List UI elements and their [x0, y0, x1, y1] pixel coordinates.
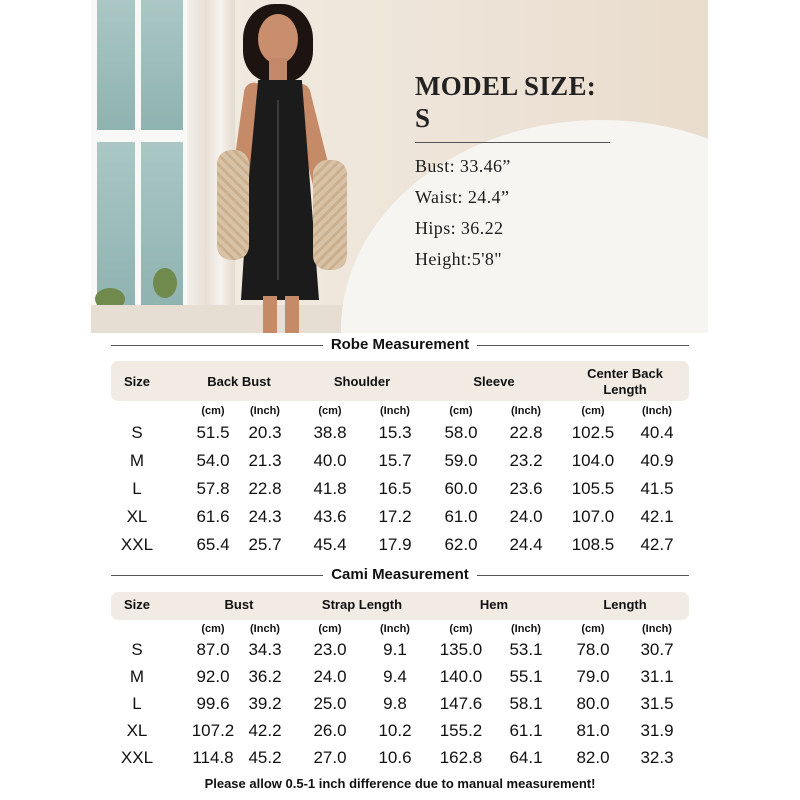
- cami-unit-label: (cm): [318, 623, 342, 635]
- cami-table-cell: 10.6: [378, 748, 412, 767]
- robe-table-cell: 104.0: [571, 451, 615, 470]
- cami-size-label: L: [132, 694, 142, 713]
- cami-table-cell: 107.2: [191, 721, 235, 740]
- robe-size-label: L: [132, 479, 142, 498]
- robe-table-cell: 58.0: [444, 423, 478, 442]
- robe-table-cell: 22.8: [509, 423, 543, 442]
- robe-table-cell: 62.0: [444, 535, 478, 554]
- cami-table-cell: 42.2: [248, 721, 282, 740]
- cami-unit-label: (Inch): [380, 623, 410, 635]
- cami-table-cell: 32.3: [640, 748, 674, 767]
- robe-table-cell: 24.0: [509, 507, 543, 526]
- cami-size-label: S: [131, 640, 143, 659]
- robe-table-cell: 24.3: [248, 507, 282, 526]
- robe-table-cell: 22.8: [248, 479, 282, 498]
- robe-table-cell: 20.3: [248, 423, 282, 442]
- robe-table-cell: 57.8: [196, 479, 230, 498]
- cami-table-cell: 92.0: [196, 667, 230, 686]
- robe-section-title: [0, 335, 800, 355]
- robe-table-cell: 102.5: [571, 423, 615, 442]
- model-face: [258, 14, 298, 64]
- cami-table-cell: 31.9: [640, 721, 674, 740]
- robe-table-cell: 38.8: [313, 423, 347, 442]
- robe-table-cell: 42.1: [640, 507, 674, 526]
- cami-unit-label: (Inch): [511, 623, 541, 635]
- cami-table-cell: 30.7: [640, 640, 674, 659]
- model-bust: Bust: 33.46”: [415, 156, 511, 176]
- cami-section-title: [0, 565, 800, 585]
- cami-column-header: Length: [603, 597, 647, 612]
- robe-unit-label: (Inch): [250, 405, 280, 417]
- cami-table-cell: 26.0: [313, 721, 347, 740]
- knit-robe-sleeve: [217, 150, 249, 260]
- cami-table-cell: 36.2: [248, 667, 282, 686]
- robe-table-cell: 40.9: [640, 451, 674, 470]
- cami-table-cell: 9.1: [383, 640, 407, 659]
- knit-robe-sleeve: [313, 160, 347, 270]
- model-size-panel: [415, 70, 615, 279]
- robe-unit-label: (Inch): [642, 405, 672, 417]
- cami-unit-label: (cm): [449, 623, 473, 635]
- cami-table-cell: 61.1: [509, 721, 543, 740]
- cami-table-cell: 78.0: [576, 640, 610, 659]
- cami-table-cell: 27.0: [313, 748, 347, 767]
- cami-table-cell: 140.0: [439, 667, 483, 686]
- cami-table-cell: 58.1: [509, 694, 543, 713]
- cami-table-cell: 135.0: [439, 640, 483, 659]
- cami-table-cell: 31.1: [640, 667, 674, 686]
- cami-size-header: Size: [123, 597, 150, 612]
- plant: [153, 268, 177, 298]
- robe-table-cell: 65.4: [196, 535, 230, 554]
- robe-table-cell: 16.5: [378, 479, 412, 498]
- cami-table-cell: 24.0: [313, 667, 347, 686]
- model-size-divider: [415, 142, 610, 143]
- robe-column-header: Shoulder: [333, 374, 391, 389]
- robe-table-cell: 107.0: [571, 507, 615, 526]
- robe-table-cell: 40.0: [313, 451, 347, 470]
- model-height: Height:5'8": [415, 249, 502, 269]
- robe-size-header: Size: [123, 374, 150, 389]
- cami-table-cell: 55.1: [509, 667, 543, 686]
- cami-table-cell: 31.5: [640, 694, 674, 713]
- cami-table-cell: 34.3: [248, 640, 282, 659]
- robe-table-cell: 15.3: [378, 423, 412, 442]
- cami-table-cell: 64.1: [509, 748, 543, 767]
- cami-column-header: Bust: [224, 597, 254, 612]
- robe-column-header: Back Bust: [207, 374, 271, 389]
- photo-window: [91, 0, 191, 333]
- robe-table-cell: 17.9: [378, 535, 412, 554]
- cami-table-cell: 10.2: [378, 721, 412, 740]
- cami-unit-label: (cm): [201, 623, 225, 635]
- cami-table-cell: 9.4: [383, 667, 407, 686]
- robe-unit-label: (cm): [581, 405, 605, 417]
- robe-size-label: XXL: [120, 535, 154, 554]
- cami-table-cell: 155.2: [439, 721, 483, 740]
- cami-table-cell: 162.8: [439, 748, 483, 767]
- robe-size-label: XL: [126, 507, 148, 526]
- cami-column-header: Hem: [479, 597, 509, 612]
- robe-table-cell: 42.7: [640, 535, 674, 554]
- robe-table-cell: 54.0: [196, 451, 230, 470]
- robe-column-header: Center Back Length: [587, 366, 663, 397]
- robe-table-cell: 43.6: [313, 507, 347, 526]
- robe-table-cell: 40.4: [640, 423, 674, 442]
- cami-table-cell: 23.0: [313, 640, 347, 659]
- robe-unit-label: (cm): [318, 405, 342, 417]
- robe-table-cell: 23.2: [509, 451, 543, 470]
- robe-table-cell: 51.5: [196, 423, 230, 442]
- robe-table-cell: 59.0: [444, 451, 478, 470]
- robe-table-cell: 41.5: [640, 479, 674, 498]
- cami-unit-label: (Inch): [250, 623, 280, 635]
- robe-table-cell: 61.6: [196, 507, 230, 526]
- cami-table-cell: 87.0: [196, 640, 230, 659]
- cami-table-cell: 79.0: [576, 667, 610, 686]
- window-pane: [97, 0, 135, 130]
- robe-unit-label: (cm): [449, 405, 473, 417]
- model-waist: Waist: 24.4”: [415, 187, 510, 207]
- robe-table-cell: 25.7: [248, 535, 282, 554]
- robe-table-cell: 24.4: [509, 535, 543, 554]
- robe-table-cell: 41.8: [313, 479, 347, 498]
- cami-column-header: Strap Length: [321, 597, 403, 612]
- cami-table-cell: 147.6: [439, 694, 483, 713]
- cami-size-label: M: [129, 667, 145, 686]
- robe-table-cell: 21.3: [248, 451, 282, 470]
- robe-table-cell: 108.5: [571, 535, 615, 554]
- robe-table-cell: 15.7: [378, 451, 412, 470]
- cami-unit-label: (cm): [581, 623, 605, 635]
- model-leg: [285, 296, 299, 333]
- robe-table-cell: 23.6: [509, 479, 543, 498]
- cami-size-label: XL: [126, 721, 148, 740]
- robe-unit-label: (Inch): [511, 405, 541, 417]
- dress-button-placket: [277, 100, 279, 280]
- robe-table-cell: 60.0: [444, 479, 478, 498]
- robe-title: Robe Measurement: [323, 336, 477, 353]
- footnote: Please allow 0.5-1 inch difference due to manual measurement!: [204, 776, 596, 791]
- cami-title: Cami Measurement: [323, 566, 477, 583]
- model-size-title: MODEL SIZE: S: [415, 71, 597, 133]
- cami-table-cell: 99.6: [196, 694, 230, 713]
- robe-table-cell: 17.2: [378, 507, 412, 526]
- robe-unit-label: (Inch): [380, 405, 410, 417]
- cami-table-cell: 53.1: [509, 640, 543, 659]
- model-leg: [263, 296, 277, 333]
- cami-size-label: XXL: [120, 748, 154, 767]
- cami-unit-label: (Inch): [642, 623, 672, 635]
- cami-table-cell: 39.2: [248, 694, 282, 713]
- window-pane: [141, 0, 183, 130]
- cami-table-cell: 114.8: [192, 748, 234, 767]
- window-pane: [97, 142, 135, 307]
- model-figure: [201, 0, 351, 333]
- cami-table-cell: 82.0: [576, 748, 610, 767]
- robe-table-cell: 105.5: [571, 479, 615, 498]
- cami-table-cell: 45.2: [248, 748, 282, 767]
- robe-column-header: Sleeve: [473, 374, 515, 389]
- cami-table-cell: 25.0: [313, 694, 347, 713]
- robe-size-label: M: [129, 451, 145, 470]
- model-photo: [91, 0, 708, 333]
- robe-unit-label: (cm): [201, 405, 225, 417]
- model-hips: Hips: 36.22: [415, 218, 504, 238]
- cami-table-cell: 9.8: [383, 694, 407, 713]
- cami-table-cell: 81.0: [576, 721, 610, 740]
- robe-table-cell: 61.0: [444, 507, 478, 526]
- cami-table-cell: 80.0: [576, 694, 610, 713]
- robe-size-label: S: [131, 423, 143, 442]
- robe-table-cell: 45.4: [313, 535, 347, 554]
